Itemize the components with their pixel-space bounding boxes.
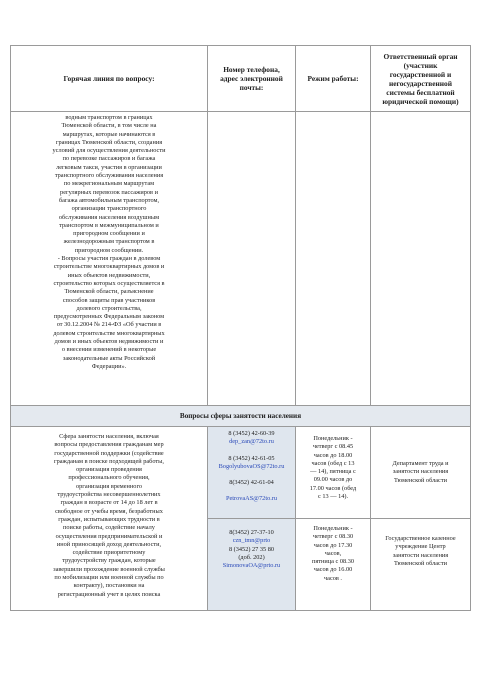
table-row: [11, 427, 471, 519]
text-line: по мобилизации или военной службы по: [54, 574, 164, 582]
text-line: домов и иных объектов недвижимости и: [54, 338, 164, 346]
empty-cell: [371, 112, 471, 406]
header-organization: Ответственный орган (участник государственной и негосударственной системы бесплатной юридической помощи): [371, 46, 471, 112]
text-line: транспортом в межмуниципальном и: [59, 221, 159, 229]
phone-number: 8 (3452) 42-61-05: [228, 454, 275, 462]
schedule-line: часов до 17.30: [313, 541, 353, 549]
text-line: организации транспортного: [71, 205, 147, 213]
text-line: обслуживания населения воздушным: [58, 213, 160, 221]
header-topic: Горячая линия по вопросу:: [11, 46, 208, 112]
text-line: водным транспортом в границах: [65, 114, 153, 121]
schedule-line: часов,: [324, 549, 342, 557]
text-line: способов защиты прав участников: [62, 296, 156, 304]
text-line: условий для осуществления деятельности: [52, 147, 166, 155]
text-line: строительство которых осуществляется в: [53, 279, 165, 287]
text-line: иных объектов недвижимости,: [67, 271, 151, 279]
contacts-department: [208, 427, 296, 519]
email-link[interactable]: BogolyubovaOS@72to.ru: [218, 462, 285, 470]
text-line: маршрутах, которые начинаются в: [62, 130, 156, 138]
email-link[interactable]: dep_zan@72to.ru: [229, 438, 274, 446]
section-row: [11, 406, 471, 427]
org-center: [371, 519, 471, 611]
text-line: свободное от учебы время, безработных: [55, 507, 163, 515]
text-line: Тюменской области, разъяснение: [64, 288, 154, 296]
org-department: [371, 427, 471, 519]
text-line: транспортного обслуживания населения: [54, 172, 164, 180]
text-line: о внесении изменений в некоторые: [61, 346, 157, 354]
schedule-line: Понедельник -: [313, 435, 353, 442]
text-line: трудоустройству граждан, которые: [62, 557, 156, 565]
text-line: легковым такси, участия в организации: [56, 163, 162, 171]
schedule-text: [296, 525, 370, 583]
org-line: Тюменской области: [394, 559, 447, 567]
text-line: содействие приоритетному: [72, 549, 146, 557]
text-line: государственной поддержки (содействие: [54, 449, 164, 457]
schedule-line: четверг с 08.30: [312, 533, 354, 541]
text-line: Федерации».: [91, 362, 127, 370]
text-line: железнодорожным транспортом в: [63, 238, 155, 246]
empty-cell: [208, 112, 296, 406]
employment-topic-cell: [11, 427, 208, 611]
hotline-table: [10, 45, 471, 611]
table-row: [11, 112, 471, 406]
employment-topic-text: [11, 433, 207, 599]
text-line: регистрационный учет в целях поиска: [57, 590, 161, 598]
schedule-line: — 14), пятница с: [310, 468, 356, 476]
transport-topic-cell: [11, 112, 208, 406]
phone-extension: (доб. 202): [238, 553, 265, 561]
phone-number: 8 (3452) 42-60-39: [228, 430, 275, 437]
phone-number: 8(3452) 42-61-04: [229, 479, 274, 487]
header-contacts: Номер телефона, адрес электронной почты:: [208, 46, 296, 112]
text-line: долевом строительстве многоквартирных: [53, 329, 165, 337]
text-line: по перевозке пассажиров и багажа: [62, 155, 156, 163]
text-line: пригородном сообщении.: [74, 246, 144, 254]
org-line: учреждение Центр: [395, 543, 446, 551]
text-line: трудоустройства несовершеннолетних: [57, 491, 161, 499]
header-row: [11, 46, 471, 112]
text-line: Сфера занятости населения, включая: [59, 433, 159, 440]
text-line: границах Тюменской области, создания: [55, 138, 163, 146]
text-line: багажа автомобильным транспортом,: [58, 196, 160, 204]
schedule-line: часов до 18.00: [313, 451, 353, 459]
text-line: профессионального обучения,: [68, 474, 150, 482]
org-line: Государственное казенное: [385, 535, 456, 542]
text-line: законодательные акты Российской: [62, 354, 156, 362]
transport-topic-text: [11, 114, 207, 371]
schedule-line: 09.00 часов до: [313, 476, 353, 484]
text-line: осуществления предпринимательской и: [55, 532, 163, 540]
org-line: Департамент труда и: [392, 460, 449, 468]
text-line: завершили прохождение военной службы: [53, 565, 165, 573]
email-link[interactable]: PetrovaAS@72to.ru: [225, 495, 278, 503]
text-line: предусмотренных Федеральным законом: [53, 313, 165, 321]
text-line: контракту), постановки на: [73, 582, 145, 590]
text-line: от 30.12.2004 № 214-ФЗ «Об участии в: [56, 321, 162, 329]
text-line: организация временного: [75, 482, 143, 490]
text-line: по межрегиональным маршрутам: [63, 180, 155, 188]
text-line: долевого строительства,: [76, 304, 142, 312]
phone-number: 8 (3452) 27 35 80: [228, 545, 275, 553]
schedule-center: [296, 519, 371, 611]
schedule-line: часов (обед с 13: [311, 459, 355, 467]
schedule-line: 17.00 часов (обед: [309, 484, 357, 492]
schedule-line: с 13 — 14).: [317, 493, 349, 501]
schedule-line: четверг с 08.45: [312, 443, 354, 451]
text-line: организация проведения: [76, 466, 142, 474]
text-line: граждан, испытывающих трудности в: [58, 515, 160, 523]
email-link[interactable]: czn_tmn@prto: [232, 537, 271, 545]
organization-name: [371, 535, 470, 568]
schedule-text: [296, 435, 370, 501]
schedule-line: часов .: [323, 574, 343, 582]
text-line: строительстве многоквартирных домов и: [53, 263, 165, 271]
text-line: - Вопросы участия граждан в долевом: [57, 255, 161, 263]
email-link[interactable]: SimonovaOA@prto.ru: [222, 562, 281, 570]
section-title: Вопросы сферы занятости населения: [11, 406, 471, 427]
text-line: Тюменской области, в том числе на: [61, 122, 157, 130]
text-line: граждан в возрасте от 14 до 18 лет в: [60, 499, 158, 507]
text-line: регулярных перевозок пассажиров и: [60, 188, 158, 196]
header-schedule: Режим работы:: [296, 46, 371, 112]
text-line: поиске работы, содействие началу: [63, 524, 155, 532]
org-line: Тюменской области: [394, 476, 447, 484]
text-line: вопросы предоставления гражданам мер: [54, 441, 164, 449]
org-line: занятости населения: [392, 468, 449, 476]
text-line: пригородном сообщении и: [73, 230, 145, 238]
org-line: занятости населения: [392, 551, 449, 559]
schedule-department: [296, 427, 371, 519]
contacts-center: [208, 519, 296, 611]
organization-name: [371, 460, 470, 485]
text-line: иной приносящей доход деятельности,: [56, 540, 162, 548]
text-line: гражданам в поиске подходящей работы,: [54, 457, 164, 465]
phone-number: 8(3452) 27-37-10: [229, 529, 274, 536]
schedule-line: пятница с 08.30: [311, 558, 355, 566]
schedule-line: Понедельник -: [313, 525, 353, 532]
schedule-line: часов до 16.00: [313, 566, 353, 574]
empty-cell: [296, 112, 371, 406]
